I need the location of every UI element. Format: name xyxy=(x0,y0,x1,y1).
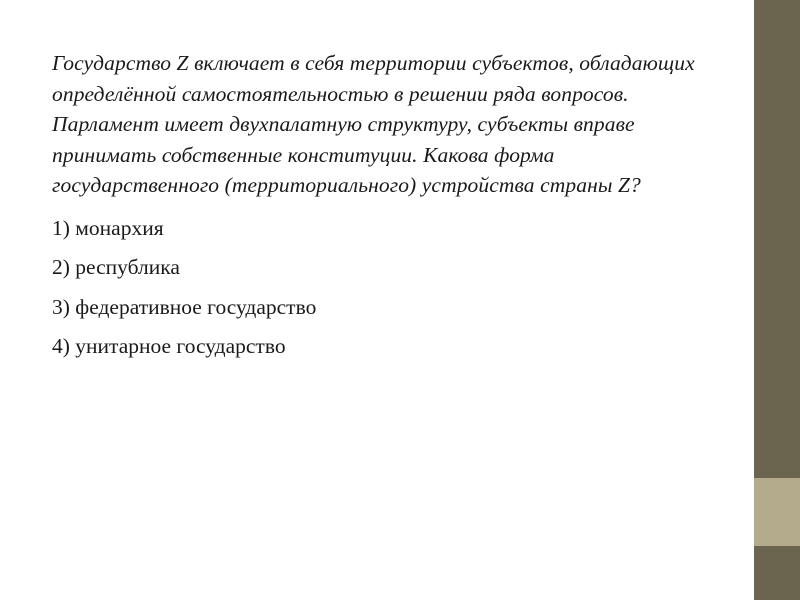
answer-option[interactable]: 3) федеративное государство xyxy=(52,294,317,319)
decorative-block-dark-top xyxy=(754,0,800,478)
answer-option[interactable]: 2) республика xyxy=(52,255,180,280)
answer-option[interactable]: 4) унитарное государство xyxy=(52,334,286,359)
answer-options-list xyxy=(52,215,700,361)
answer-option[interactable]: 1) монархия xyxy=(52,215,164,240)
question-text: Государство Z включает в себя территории субъектов, обладающих определённой самостоятельностью в решении ряда вопросов. Парламент имеет двухпалатную структуру, субъекты вправе принимать собственные конституции. Какова форма государственного (территориального) устройства страны Z? xyxy=(52,51,695,198)
slide-content xyxy=(52,48,700,373)
decorative-block-light xyxy=(754,478,800,546)
decorative-block-dark-bottom xyxy=(754,546,800,600)
decorative-side-bar xyxy=(754,0,800,600)
